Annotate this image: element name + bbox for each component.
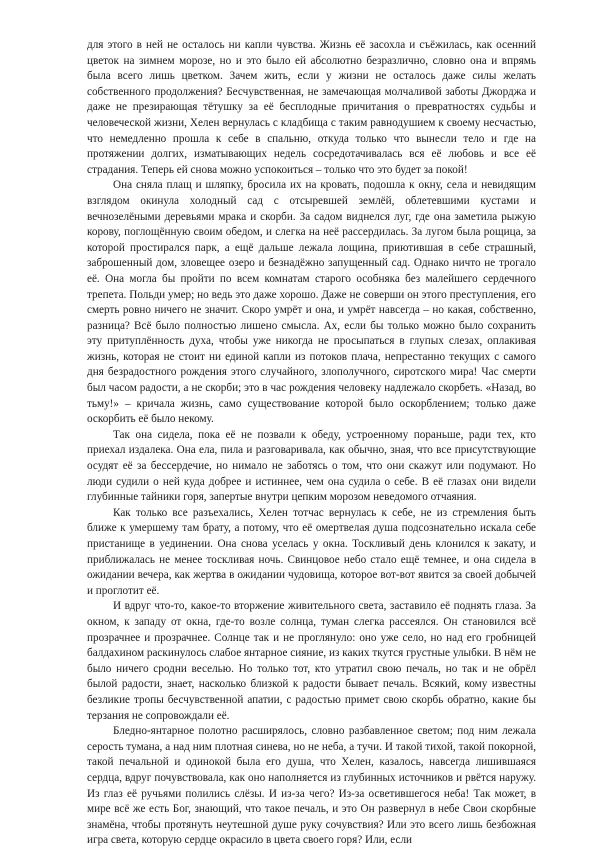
paragraph: И вдруг что-то, какое-то вторжение живительного света, заставило её поднять глаза. За окном, к западу от окна, где-то возле солнца, туман слегка рассеялся. Он становился всё прозрачнее и прозрачнее. Солнце так и не проглянуло: оно уже село, но над его гробницей балдахином раскинулось слабое янтарное сияние, из каких ткутся грустные улыбки. В нём не было ничего сродни веселью. Но только тот, кто утратил свою печаль, но так и не обрёл былой радости, знает, насколько близкой к радости бывает печаль. Всякий, кому известны безликие тропы бесчувственной апатии, с радостью примет свою скорбь обратно, какие бы терзания не сопровождали её. [87,600,536,722]
page-text-block [87,38,536,849]
paragraph: Она сняла плащ и шляпку, бросила их на кровать, подошла к окну, села и невидящим взглядом окинула холодный сад с отсыревшей землёй, облетевшими кустами и вечнозелёными деревьями мрака и скорби. За садом виднелся луг, где она заметила рыжую корову, поглощённую своим обедом, и слегка на неё рассердилась. За лугом была рощица, за которой простирался парк, а ещё дальше лежала лощина, приютившая в себе страшный, заброшенный дом, зловещее озеро и безнадёжно запущенный сад. Однако ничто не трогало её. Она могла бы пройти по всем комнатам старого особняка без малейшего сердечного трепета. Польди умер; но ведь это даже хорошо. Даже не соверши он этого преступления, его смерть ровно ничего не значит. Скоро умрёт и она, и умрёт навсегда – но какая, собственно, разница? Всё было полностью лишено смысла. Ах, если бы только можно было сохранить эту притуплённость духа, чтобы уже никогда не просыпаться в глупых слезах, оплакивая жизнь, которая не стоит ни единой капли из потоков плача, непрестанно текущих с самого дня безрадостного рождения этого случайного, злополучного, сиротского мира! Час смерти был часом радости, а не скорби; это в час рождения человеку надлежало скорбеть. «Назад, во тьму!» – кричала жизнь, само существование которой было оскорблением; только даже оскорбить её было некому. [87,179,536,426]
paragraph: Как только все разъехались, Хелен тотчас вернулась к себе, не из стремления быть ближе к умершему там брату, а потому, что её омертвелая душа подсознательно искала себе пристанище в уединении. Она снова уселась у окна. Тоскливый день клонился к закату, и приближалась не менее тоскливая ночь. Свинцовое небо стало ещё темнее, и она сидела в ожидании вечера, как жертва в ожидании чудовища, которое вот-вот явится за своей добычей и проглотит её. [87,506,536,597]
paragraph-continued: для этого в ней не осталось ни капли чувства. Жизнь её засохла и съёжилась, как осенний цветок на зимнем морозе, но и это было ей абсолютно безразлично, словно она и впрямь была всего лишь цветком. Зачем жить, если у жизни не осталось даже силы желать собственного продолжения? Бесчувственная, не замечающая молчаливой заботы Джорджа и даже не презирающая тётушку за её бесплодные причитания о превратностях судьбы и человеческой жизни, Хелен вернулась с кладбища с таким равнодушием к своему несчастью, что немедленно прошла к себе в спальню, откуда только что вынесли тело и где на протяжении долгих, изматывающих недель сосредотачивалась вся её любовь и все её страдания. Теперь ей снова можно успокоиться – только что это будет за покой! [87,39,536,176]
paragraph: Так она сидела, пока её не позвали к обеду, устроенному пораньше, ради тех, кто приехал издалека. Она ела, пила и разговаривала, как обычно, зная, что все присутствующие осудят её за бессердечие, но нимало не заботясь о том, что они скажут или подумают. Но люди судили о ней куда добрее и истиннее, чем она судила о себе. В её глазах они видели глубинные тайники горя, запертые внутри цепким морозом неведомого отчаяния. [87,428,536,504]
paragraph: Бледно-янтарное полотно расширялось, словно разбавленное светом; под ним лежала серость тумана, а над ним плотная синева, но не неба, а тучи. И такой тихой, такой покорной, такой печальной и одинокой была его душа, что Хелен, казалось, навсегда лишившаяся сердца, вдруг почувствовала, как оно наполняется из глубинных источников и рвётся наружу. Из глаз её ручьями полились слёзы. И из-за чего? Из-за осветившегося неба! Так может, в мире всё же есть Бог, знающий, что такое печаль, и это Он развернул в небе Свои скорбные знамёна, чтобы протянуть неутешной душе руку сочувствия? Или это всего лишь безбожная игра света, которую сердце окрасило в цвета своего горя? Или, если [87,725,536,847]
